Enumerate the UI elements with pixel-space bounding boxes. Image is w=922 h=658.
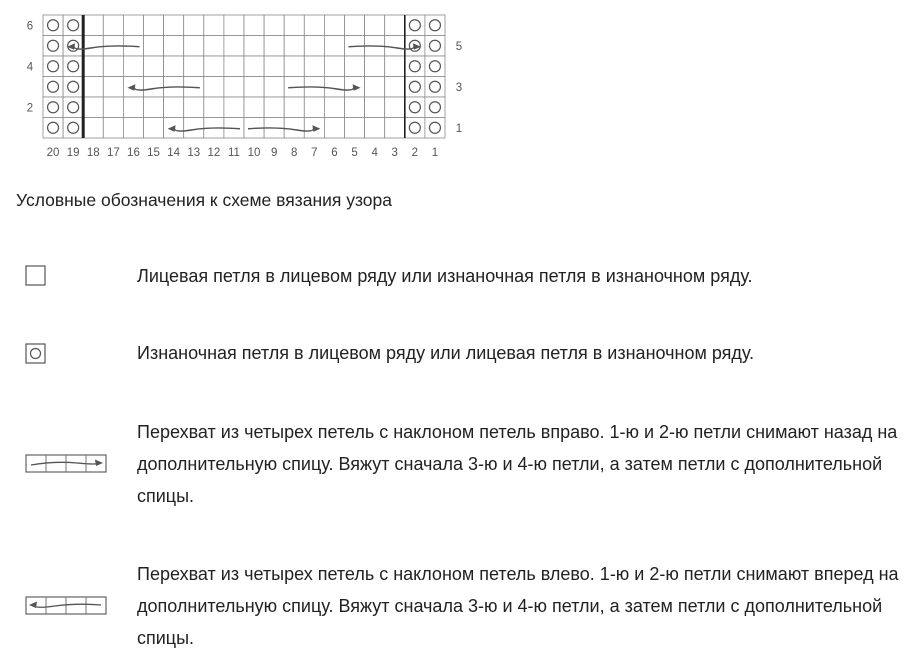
chart-cell [385,36,405,57]
chart-cell [244,97,264,118]
chart-cell [83,118,103,139]
chart-cell [365,97,385,118]
cable-right-icon [25,454,109,474]
column-label: 4 [371,147,378,159]
chart-cell [184,97,204,118]
chart-cell [324,97,344,118]
chart-cell [224,15,244,36]
chart-cell [284,97,304,118]
row-label-left: 2 [26,102,34,115]
column-label: 2 [411,147,419,159]
legend-text-purl: Изнаночная петля в лицевом ряду или лицевая петля в изнаночном ряду. [137,343,755,363]
chart-cell [224,56,244,77]
chart-cell [385,77,405,98]
chart-cell [43,97,63,118]
row-label-left: 4 [26,61,34,74]
chart-cell [123,97,143,118]
chart-cell [43,77,63,98]
purl-circle-icon [25,343,47,365]
column-label: 14 [167,147,181,159]
chart-cell [244,36,264,57]
chart-cell [385,97,405,118]
chart-cell [425,118,445,139]
chart-cell [144,118,164,139]
chart-cell [164,36,184,57]
column-label: 9 [270,147,278,159]
chart-cell [164,56,184,77]
chart-cell [405,118,425,139]
chart-cell [425,77,445,98]
chart-cell [405,77,425,98]
chart-cell [304,36,324,57]
column-label: 19 [66,147,80,159]
chart-cell [284,15,304,36]
chart-cell [204,56,224,77]
chart-cell [365,118,385,139]
chart-cell [324,118,344,139]
chart-cell [83,77,103,98]
legend-text-knit: Лицевая петля в лицевом ряду или изнаночная петля в изнаночном ряду. [137,266,753,286]
chart-cell [43,36,63,57]
chart-cell [144,77,164,98]
chart-cell [63,118,83,139]
chart-cell [224,36,244,57]
chart-cell [304,15,324,36]
chart-cell [83,97,103,118]
chart-cell [304,56,324,77]
chart-cell [63,15,83,36]
chart-cell [244,56,264,77]
chart-cell [425,97,445,118]
chart-cell [184,36,204,57]
chart-cell [284,36,304,57]
column-label: 7 [311,147,318,159]
column-label: 11 [227,147,240,159]
column-label: 3 [391,147,398,159]
column-label: 10 [247,147,261,159]
column-label: 16 [127,147,140,159]
row-label-left: 6 [26,20,34,33]
column-label: 13 [187,147,201,159]
chart-cell [425,15,445,36]
chart-cell [83,36,103,57]
chart-cell [63,97,83,118]
knitting-chart [0,0,922,170]
chart-cell [264,97,284,118]
chart-cell [83,15,103,36]
chart-cell [103,118,123,139]
chart-cell [144,56,164,77]
chart-cell [324,77,344,98]
column-label: 12 [207,147,221,159]
chart-cell [405,56,425,77]
chart-cell [304,97,324,118]
row-label-right: 3 [455,81,463,94]
legend-text-cable-right: Перехват из четырех петель с наклоном петель вправо. 1-ю и 2-ю петли снимают назад на дополнительную спицу. Вяжут сначала 3-ю и 4-ю петли, а затем петли с дополнительной спицы. [137,422,898,506]
chart-cell [144,36,164,57]
chart-cell [43,15,63,36]
chart-cell [345,15,365,36]
chart-cell [184,56,204,77]
cable-left-icon [25,596,109,616]
chart-cell [345,97,365,118]
column-label: 1 [431,147,439,159]
chart-cell [365,15,385,36]
chart-cell [63,77,83,98]
legend-title: Условные обозначения к схеме вязания узора [16,190,392,210]
chart-cell [264,36,284,57]
chart-cell [405,15,425,36]
chart-cell [43,118,63,139]
chart-cell [63,56,83,77]
chart-cell [425,36,445,57]
chart-cell [164,15,184,36]
chart-cell [43,56,63,77]
chart-cell [345,56,365,77]
chart-cell [284,56,304,77]
column-label: 18 [86,147,100,159]
chart-cell [103,97,123,118]
row-label-right: 5 [455,40,463,53]
chart-cell [365,77,385,98]
chart-cell [324,56,344,77]
chart-cell [204,97,224,118]
chart-cell [345,118,365,139]
chart-cell [83,56,103,77]
chart-cell [244,77,264,98]
chart-cell [224,77,244,98]
chart-cell [103,77,123,98]
column-label: 15 [147,147,160,159]
chart-cell [385,56,405,77]
chart-cell [204,15,224,36]
chart-cell [264,15,284,36]
chart-cell [123,15,143,36]
column-label: 5 [351,147,358,159]
chart-cell [164,97,184,118]
chart-cell [264,56,284,77]
chart-cell [184,15,204,36]
column-label: 8 [291,147,298,159]
chart-cell [385,118,405,139]
column-label: 6 [331,147,338,159]
legend-text-cable-left: Перехват из четырех петель с наклоном петель влево. 1-ю и 2-ю петли снимают вперед на дополнительную спицу. Вяжут сначала 3-ю и 4-ю петли, а затем петли с дополнительной спицы. [137,564,899,648]
chart-cell [405,97,425,118]
knit-square-icon [25,265,47,287]
chart-cell [284,118,304,139]
chart-grid [43,15,445,138]
chart-cell [204,77,224,98]
chart-cell [385,15,405,36]
chart-cell [103,15,123,36]
chart-cell [144,15,164,36]
column-label: 17 [106,147,120,159]
chart-cell [324,36,344,57]
chart-cell [324,15,344,36]
row-label-right: 1 [455,122,463,135]
chart-cell [425,56,445,77]
chart-cell [144,97,164,118]
column-label: 20 [46,147,60,159]
chart-cell [224,97,244,118]
chart-cell [365,56,385,77]
chart-cell [244,15,264,36]
chart-cell [103,56,123,77]
chart-cell [264,77,284,98]
chart-cell [204,36,224,57]
chart-cell [123,56,143,77]
chart-cell [123,118,143,139]
chart-cell [184,118,204,139]
